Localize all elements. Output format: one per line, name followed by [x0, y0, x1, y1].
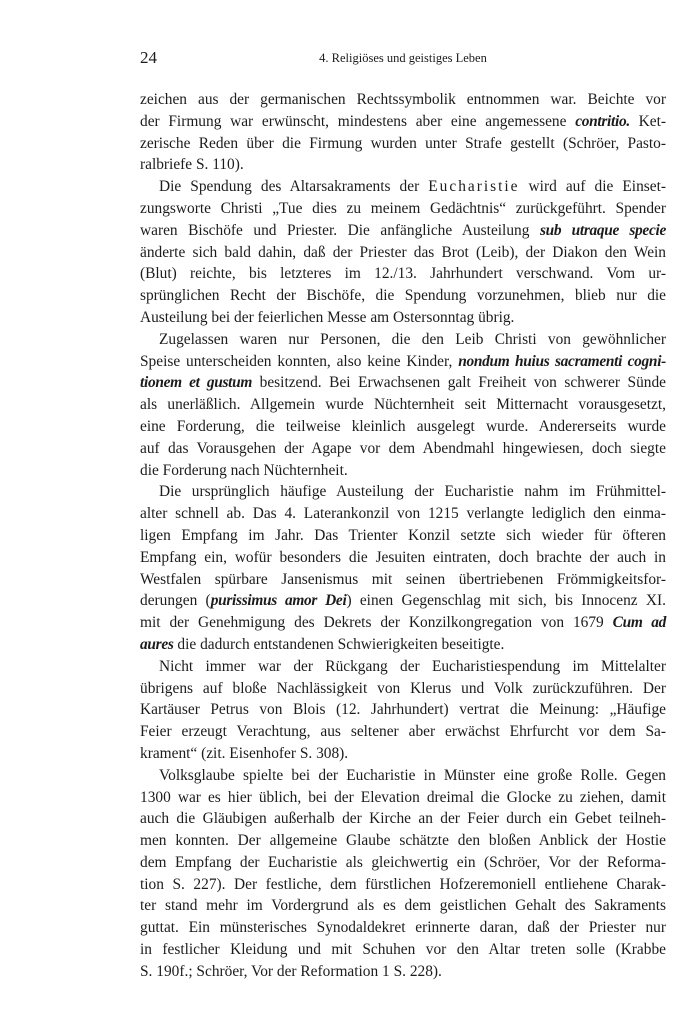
- text-line: [140, 808, 666, 830]
- text-line: [140, 460, 666, 482]
- text-line: [140, 481, 666, 503]
- text-run: derungen (: [140, 592, 211, 610]
- text-run: sprünglichen Recht der Bischöfe, die Spendung vorzunehmen, blieb nur die: [140, 287, 666, 305]
- text-run: zungsworte Christi „Tue dies zu meinem Gedächtnis“ zurückgeführt. Spender: [140, 199, 666, 217]
- text-run: waren Bischöfe und Priester. Die anfängliche Austeilung: [140, 221, 540, 239]
- text-run: S. 190f.; Schröer, Vor der Reformation 1 S. 228).: [140, 962, 442, 980]
- spaced-term: Eucharistie: [428, 178, 520, 196]
- text-line: [140, 220, 666, 242]
- italic-term: nondum huius sacramenti cogni-: [458, 352, 666, 370]
- text-run: übrigens auf bloße Nachlässigkeit von Klerus und Volk zurückzuführen. Der: [140, 679, 666, 697]
- text-run: Ket-: [629, 112, 666, 130]
- text-run: ligen Empfang im Jahr. Das Trienter Konzil setzte sich wieder für öfteren: [140, 526, 666, 544]
- text-run: 1300 war es hier üblich, bei der Elevation dreimal die Glocke zu ziehen, damit: [140, 788, 666, 806]
- text-line: [140, 416, 666, 438]
- body-text: [140, 89, 666, 983]
- text-run: Volksglaube spielte bei der Eucharistie in Münster eine große Rolle. Gegen: [159, 766, 666, 784]
- text-run: auch die Gläubigen außerhalb der Kirche an der Feier durch ein Gebet teilneh-: [140, 810, 666, 828]
- text-run: mit der Genehmigung des Dekrets der Konzilkongregation von 1679: [140, 614, 613, 632]
- text-run: alter schnell ab. Das 4. Laterankonzil von 1215 verlangte lediglich den einma-: [140, 505, 666, 523]
- text-run: Empfang ein, wofür besonders die Jesuiten eintraten, doch brachte der auch in: [140, 548, 666, 566]
- text-line: [140, 765, 666, 787]
- text-line: [140, 634, 666, 656]
- text-line: [140, 547, 666, 569]
- text-line: [140, 351, 666, 373]
- text-line: [140, 133, 666, 155]
- text-line: [140, 569, 666, 591]
- text-line: [140, 787, 666, 809]
- text-line: [140, 503, 666, 525]
- text-line: [140, 525, 666, 547]
- text-line: [140, 917, 666, 939]
- italic-term: sub utraque specie: [539, 221, 666, 239]
- text-line: [140, 89, 666, 111]
- text-line: [140, 111, 666, 133]
- text-line: [140, 743, 666, 765]
- text-run: der Firmung war erwünscht, mindestens aber eine angemessene: [140, 112, 576, 130]
- text-run: ) einen Gegenschlag mit sich, bis Innocenz XI.: [346, 592, 666, 610]
- text-run: (Blut) reichte, bis letzteres im 12./13. Jahrhundert verschwand. Vom ur-: [140, 265, 666, 283]
- page-number: 24: [140, 48, 157, 67]
- text-line: [140, 438, 666, 460]
- text-run: besitzend. Bei Erwachsenen galt Freiheit von schwerer Sünde: [252, 374, 666, 392]
- text-run: als unerläßlich. Allgemein wurde Nüchternheit seit Mitternacht vorausgesetzt,: [140, 396, 666, 414]
- text-line: [140, 852, 666, 874]
- text-run: die Forderung nach Nüchternheit.: [140, 461, 348, 479]
- text-line: [140, 394, 666, 416]
- text-line: [140, 939, 666, 961]
- text-line: [140, 372, 666, 394]
- text-line: [140, 961, 666, 983]
- text-run: Kartäuser Petrus von Blois (12. Jahrhundert) vertrat die Meinung: „Häufige: [140, 701, 666, 719]
- italic-term: contritio.: [575, 112, 630, 130]
- text-run: ter stand mehr im Vordergrund als es dem geistlichen Gehalt des Sakraments: [140, 897, 666, 915]
- text-run: tion S. 227). Der festliche, dem fürstlichen Hofzeremoniell entliehene Charak-: [140, 875, 666, 893]
- running-head: 4. Religiöses und geistiges Leben: [319, 51, 487, 65]
- italic-term: tionem et gustum: [140, 374, 253, 392]
- text-line: [140, 612, 666, 634]
- text-line: [140, 176, 666, 198]
- text-run: Westfalen spürbare Jansenismus mit seinen übertriebenen Frömmigkeitsfor-: [140, 570, 666, 588]
- text-run: änderte sich bald dahin, daß der Priester das Brot (Leib), der Diakon den Wein: [140, 243, 666, 261]
- text-line: [140, 656, 666, 678]
- italic-term: Cum ad: [612, 614, 666, 632]
- text-run: zeichen aus der germanischen Rechtssymbolik entnommen war. Beichte vor: [140, 91, 666, 108]
- text-run: Austeilung bei der feierlichen Messe am Ostersonntag übrig.: [140, 308, 515, 326]
- text-run: guttat. Ein münsterisches Synodaldekret erinnerte daran, daß der Priester nur: [140, 919, 666, 937]
- text-line: [140, 721, 666, 743]
- text-run: die dadurch entstandenen Schwierigkeiten beseitigte.: [173, 635, 505, 653]
- text-run: wird auf die Einset-: [519, 178, 666, 196]
- text-line: [140, 307, 666, 329]
- text-run: krament“ (zit. Eisenhofer S. 308).: [140, 744, 349, 762]
- italic-term: aures: [140, 635, 174, 653]
- text-run: zerische Reden über die Firmung wurden unter Strafe gestellt (Schröer, Pasto-: [140, 134, 666, 152]
- text-run: auf das Vorausgehen der Agape vor dem Abendmahl hingewiesen, doch siegte: [140, 439, 666, 457]
- text-run: Die ursprünglich häufige Austeilung der Eucharistie nahm im Frühmittel-: [159, 483, 666, 501]
- italic-term: purissimus amor Dei: [210, 592, 347, 610]
- text-run: in festlicher Kleidung und mit Schuhen vor den Altar treten solle (Krabbe: [140, 941, 666, 959]
- text-line: [140, 263, 666, 285]
- text-run: men konnten. Der allgemeine Glaube schätzte den bloßen Anblick der Hostie: [140, 832, 666, 850]
- text-line: [140, 285, 666, 307]
- text-line: [140, 895, 666, 917]
- page-header: [140, 48, 666, 72]
- text-run: ralbriefe S. 110).: [140, 156, 244, 174]
- text-line: [140, 154, 666, 176]
- text-line: [140, 874, 666, 896]
- text-line: [140, 830, 666, 852]
- text-line: [140, 242, 666, 264]
- text-line: [140, 329, 666, 351]
- text-run: Nicht immer war der Rückgang der Eucharistiespendung im Mittelalter: [159, 657, 666, 675]
- text-line: [140, 590, 666, 612]
- text-run: dem Empfang der Eucharistie als gleichwertig ein (Schröer, Vor der Reforma-: [140, 853, 666, 871]
- text-line: [140, 198, 666, 220]
- text-run: Feier erzeugt Verachtung, aus seltener aber erwächst Ehrfurcht vor dem Sa-: [140, 723, 666, 741]
- text-line: [140, 699, 666, 721]
- text-run: Die Spendung des Altarsakraments der: [159, 178, 429, 196]
- text-run: Speise unterscheiden konnten, also keine Kinder,: [140, 352, 459, 370]
- text-run: Zugelassen waren nur Personen, die den Leib Christi von gewöhnlicher: [159, 330, 666, 348]
- text-run: eine Forderung, die teilweise kleinlich ausgelegt wurde. Andererseits wurde: [140, 417, 666, 435]
- text-line: [140, 678, 666, 700]
